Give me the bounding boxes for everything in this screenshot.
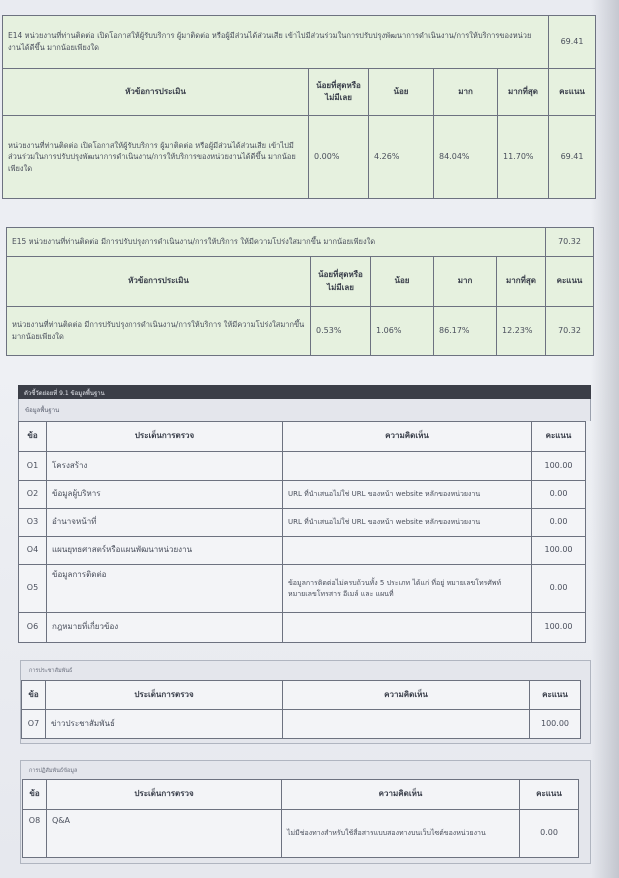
oit-header-item: ประเด็นการตรวจ: [47, 422, 283, 452]
e14-row-least: 0.00%: [309, 116, 369, 199]
oit-header-no: ข้อ: [19, 422, 47, 452]
e14-title: E14 หน่วยงานที่ท่านติดต่อ เปิดโอกาสให้ผู้รับบริการ ผู้มาติดต่อ หรือผู้มีส่วนได้ส่วนเสีย เข้าไปมีส่วนร่วมในการปรับปรุงพัฒนาการดำเนินงาน/การให้บริการของหน่วยงานได้ดีขึ้น มากน้อยเพียงใด: [3, 16, 549, 69]
table-row: [19, 537, 586, 565]
e15-row-more: 86.17%: [434, 307, 497, 356]
row-no: O5: [19, 565, 47, 613]
qa-header-score: คะแนน: [520, 780, 579, 810]
news-header-comment: ความคิดเห็น: [283, 681, 530, 710]
qa-header-no: ข้อ: [23, 780, 47, 810]
e15-row-score: 70.32: [546, 307, 594, 356]
table-row: [19, 509, 586, 537]
row-item: โครงสร้าง: [47, 452, 283, 481]
e15-row-most: 12.23%: [497, 307, 546, 356]
news-table: [21, 680, 581, 739]
row-comment: URL ที่นำเสนอไม่ใช่ URL ของหน้า website หลักของหน่วยงาน: [283, 481, 532, 509]
row-item: อำนาจหน้าที่: [47, 509, 283, 537]
row-item: ข้อมูลการติดต่อ: [47, 565, 283, 613]
row-no: O3: [19, 509, 47, 537]
row-score: 100.00: [532, 452, 586, 481]
table-row: [23, 810, 579, 858]
row-comment: [283, 452, 532, 481]
row-no: O7: [22, 710, 46, 739]
table-row: [22, 710, 581, 739]
row-score: 0.00: [532, 509, 586, 537]
row-comment: ข้อมูลการติดต่อไม่ครบถ้วนทั้ง 5 ประเภท ได้แก่ ที่อยู่ หมายเลขโทรศัพท์ หมายเลขโทรสาร อีเมล์ และ แผนที่: [283, 565, 532, 613]
row-item: แผนยุทธศาสตร์หรือแผนพัฒนาหน่วยงาน: [47, 537, 283, 565]
row-item: ข่าวประชาสัมพันธ์: [46, 710, 283, 739]
row-no: O6: [19, 613, 47, 643]
table-row: [19, 452, 586, 481]
oit-header-score: คะแนน: [532, 422, 586, 452]
news-header-score: คะแนน: [530, 681, 581, 710]
table-row: [19, 565, 586, 613]
row-no: O8: [23, 810, 47, 858]
e15-row-less: 1.06%: [371, 307, 434, 356]
e14-row-score: 69.41: [549, 116, 596, 199]
oit-basic-table: [18, 421, 586, 643]
e15-header-most: มากที่สุด: [497, 257, 546, 307]
e14-header-less: น้อย: [369, 69, 434, 116]
e15-score: 70.32: [546, 228, 594, 257]
qa-header-item: ประเด็นการตรวจ: [47, 780, 282, 810]
row-comment: [283, 710, 530, 739]
row-comment: [283, 613, 532, 643]
section-subtitle: ข้อมูลพื้นฐาน: [18, 399, 591, 421]
e14-header-most: มากที่สุด: [498, 69, 549, 116]
e14-row-most: 11.70%: [498, 116, 549, 199]
e14-header-score: คะแนน: [549, 69, 596, 116]
e15-header-least: น้อยที่สุดหรือไม่มีเลย: [311, 257, 371, 307]
e14-row-topic: หน่วยงานที่ท่านติดต่อ เปิดโอกาสให้ผู้รับบริการ ผู้มาติดต่อ หรือผู้มีส่วนได้ส่วนเสีย เข้าไปมีส่วนร่วมในการปรับปรุงพัฒนาการดำเนินงาน/การให้บริการของหน่วยงานได้ดีขึ้น มากน้อยเพียงใด: [3, 116, 309, 199]
e15-row-least: 0.53%: [311, 307, 371, 356]
e14-header-least: น้อยที่สุดหรือไม่มีเลย: [309, 69, 369, 116]
section-title-bar: ตัวชี้วัดย่อยที่ 9.1 ข้อมูลพื้นฐาน: [18, 385, 591, 399]
e14-header-topic: หัวข้อการประเมิน: [3, 69, 309, 116]
e15-header-less: น้อย: [371, 257, 434, 307]
oit-header-comment: ความคิดเห็น: [283, 422, 532, 452]
e15-title: E15 หน่วยงานที่ท่านติดต่อ มีการปรับปรุงการดำเนินงาน/การให้บริการ ให้มีความโปร่งใสมากขึ้น มากน้อยเพียงใด: [7, 228, 546, 257]
table-row: [19, 613, 586, 643]
e15-table: [6, 227, 594, 356]
e15-header-topic: หัวข้อการประเมิน: [7, 257, 311, 307]
qa-table: [22, 779, 579, 858]
news-header-item: ประเด็นการตรวจ: [46, 681, 283, 710]
row-comment: [283, 537, 532, 565]
row-item: ข้อมูลผู้บริหาร: [47, 481, 283, 509]
qa-panel-label: การปฏิสัมพันธ์ข้อมูล: [29, 768, 78, 774]
e15-header-more: มาก: [434, 257, 497, 307]
row-no: O1: [19, 452, 47, 481]
row-score: 0.00: [532, 565, 586, 613]
row-score: 100.00: [532, 613, 586, 643]
row-score: 0.00: [532, 481, 586, 509]
qa-header-comment: ความคิดเห็น: [282, 780, 520, 810]
table-row: [19, 481, 586, 509]
e14-row-more: 84.04%: [434, 116, 498, 199]
row-score: 0.00: [520, 810, 579, 858]
e15-row-topic: หน่วยงานที่ท่านติดต่อ มีการปรับปรุงการดำเนินงาน/การให้บริการ ให้มีความโปร่งใสมากขึ้น มากน้อยเพียงใด: [7, 307, 311, 356]
news-header-no: ข้อ: [22, 681, 46, 710]
row-no: O2: [19, 481, 47, 509]
row-score: 100.00: [532, 537, 586, 565]
news-panel-label: การประชาสัมพันธ์: [29, 668, 73, 674]
e14-score: 69.41: [549, 16, 596, 69]
row-comment: ไม่มีช่องทางสำหรับใช้สื่อสารแบบสองทางบนเว็บไซต์ของหน่วยงาน: [282, 810, 520, 858]
row-comment: URL ที่นำเสนอไม่ใช่ URL ของหน้า website หลักของหน่วยงาน: [283, 509, 532, 537]
row-no: O4: [19, 537, 47, 565]
e15-header-score: คะแนน: [546, 257, 594, 307]
e14-header-more: มาก: [434, 69, 498, 116]
e14-table: [2, 15, 596, 199]
row-item: กฎหมายที่เกี่ยวข้อง: [47, 613, 283, 643]
row-item: Q&A: [47, 810, 282, 858]
e14-row-less: 4.26%: [369, 116, 434, 199]
row-score: 100.00: [530, 710, 581, 739]
